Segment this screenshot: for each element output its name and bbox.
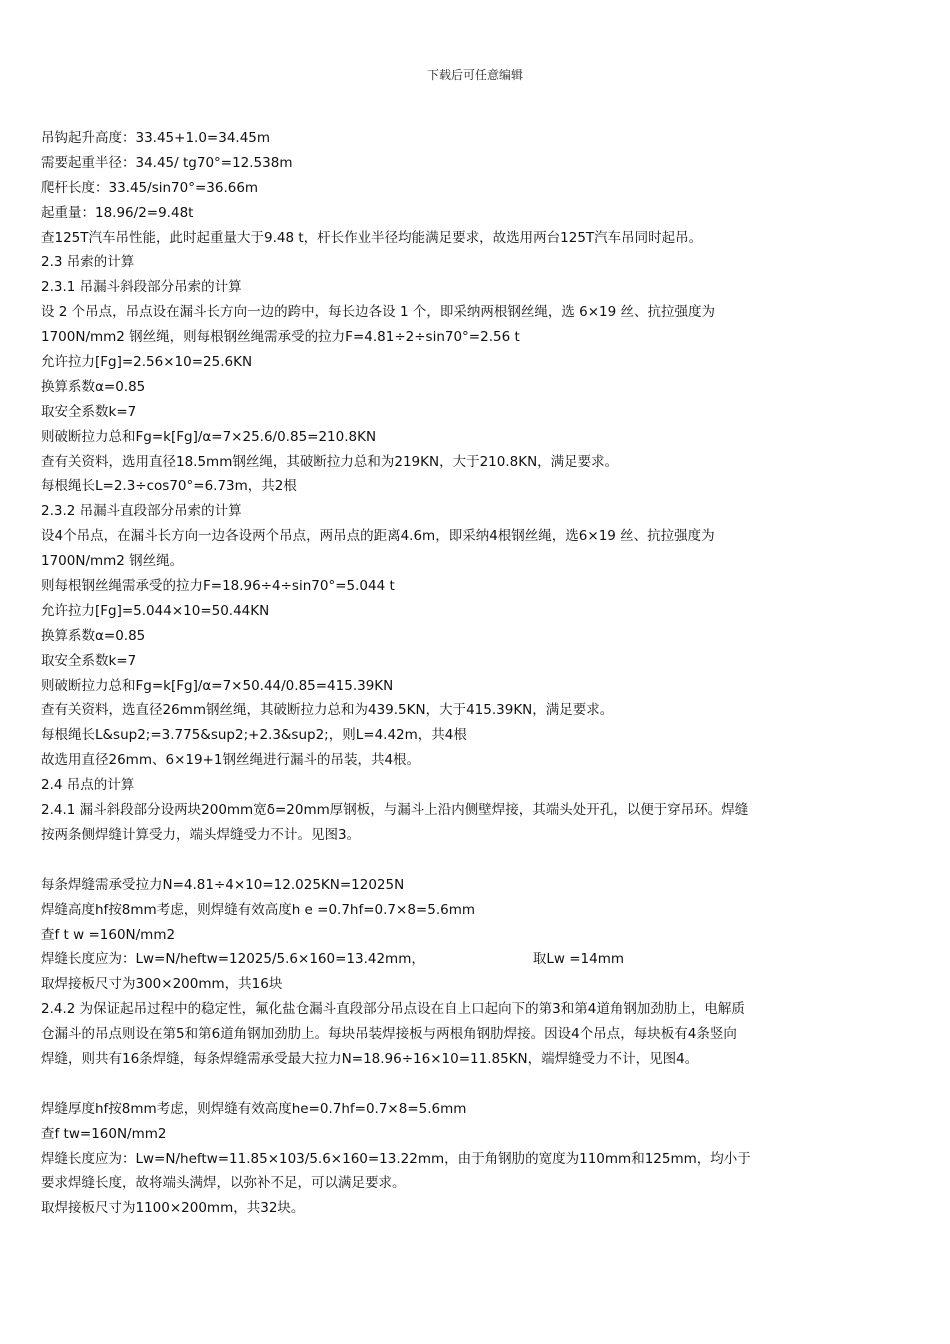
text-line: 则每根钢丝绳需承受的拉力F=18.96÷4÷sin70°=5.044 t: [41, 578, 395, 595]
text-block-2: [41, 972, 811, 1221]
text-line: 按两条侧焊缝计算受力，端头焊缝受力不计。见图3。: [41, 826, 361, 843]
text-line: 2.4.2 为保证起吊过程中的稳定性，氟化盐仓漏斗直段部分吊点设在自上口起向下的第3和第4道角钢加劲肋上，电解质: [41, 1001, 745, 1018]
document-body: [41, 126, 811, 1221]
text-line: 仓漏斗的吊点则设在第5和第6道角钢加劲肋上。每块吊装焊接板与两根角钢肋焊接。因设4个吊点，每块板有4条竖向: [41, 1026, 737, 1043]
text-line: 允许拉力[Fg]=5.044×10=50.44KN: [41, 602, 270, 619]
text-line: 起重量：18.96/2=9.48t: [41, 204, 194, 221]
text-line: 则破断拉力总和Fg=k[Fg]/α=7×25.6/0.85=210.8KN: [41, 428, 377, 445]
text-line: 查有关资料，选用直径18.5mm钢丝绳，其破断拉力总和为219KN，大于210.8KN，满足要求。: [41, 453, 619, 470]
text-line: 焊缝厚度hf按8mm考虑，则焊缝有效高度he=0.7hf=0.7×8=5.6mm: [41, 1100, 467, 1117]
text-line: 每根绳长L=2.3÷cos70°=6.73m，共2根: [41, 478, 297, 495]
text-line: 需要起重半径：34.45/ tg70°=12.538m: [41, 154, 293, 171]
text-line: 2.3.1 吊漏斗斜段部分吊索的计算: [41, 279, 242, 296]
text-line: 取安全系数k=7: [41, 403, 137, 420]
blank-line: [41, 1072, 811, 1097]
text-line: 查f tw=160N/mm2: [41, 1125, 167, 1142]
text-line: 每条焊缝需承受拉力N=4.81÷4×10=12.025KN=12025N: [41, 876, 405, 893]
text-line: 1700N/mm2 钢丝绳。: [41, 553, 184, 570]
text-line: 则破断拉力总和Fg=k[Fg]/α=7×50.44/0.85=415.39KN: [41, 677, 394, 694]
text-line: 查f t w =160N/mm2: [41, 926, 176, 943]
text-line: 2.4.1 漏斗斜段部分设两块200mm宽δ=20mm厚钢板，与漏斗上沿内侧壁焊接，其端头处开孔，以便于穿吊环。焊缝: [41, 802, 749, 819]
weld-length-left: 焊缝长度应为：Lw=N/heftw=12025/5.6×160=13.42mm，: [41, 951, 425, 968]
text-line: 2.4 吊点的计算: [41, 777, 135, 794]
text-line: 2.3.2 吊漏斗直段部分吊索的计算: [41, 503, 242, 520]
text-line: 焊缝长度应为：Lw=N/heftw=11.85×103/5.6×160=13.22mm，由于角钢肋的宽度为110mm和125mm，均小于: [41, 1150, 751, 1167]
text-line: 允许拉力[Fg]=2.56×10=25.6KN: [41, 354, 253, 371]
text-block-1: [41, 126, 811, 947]
text-line: 取焊接板尺寸为1100×200mm，共32块。: [41, 1200, 305, 1217]
text-line: 爬杆长度：33.45/sin70°=36.66m: [41, 179, 259, 196]
text-line: 查125T汽车吊性能，此时起重量大于9.48 t，杆长作业半径均能满足要求，故选用两台125T汽车吊同时起吊。: [41, 229, 703, 246]
text-line: 吊钩起升高度：33.45+1.0=34.45m: [41, 130, 271, 146]
text-line: 取安全系数k=7: [41, 652, 137, 669]
text-line: 故选用直径26mm、6×19+1钢丝绳进行漏斗的吊装，共4根。: [41, 752, 421, 769]
text-line: 设4个吊点，在漏斗长方向一边各设两个吊点，两吊点的距离4.6m，即采纳4根钢丝绳，选6×19 丝、抗拉强度为: [41, 528, 715, 545]
text-line: 焊缝高度hf按8mm考虑，则焊缝有效高度h e =0.7hf=0.7×8=5.6mm: [41, 901, 475, 918]
text-line: 换算系数α=0.85: [41, 627, 146, 644]
text-line: 设 2 个吊点，吊点设在漏斗长方向一边的跨中，每长边各设 1 个，即采纳两根钢丝绳，选 6×19 丝、抗拉强度为: [41, 304, 716, 321]
weld-length-line: [41, 947, 811, 972]
text-line: 取焊接板尺寸为300×200mm，共16块: [41, 976, 283, 993]
text-line: 要求焊缝长度，故将端头满焊，以弥补不足，可以满足要求。: [41, 1175, 406, 1192]
page-header: 下载后可任意编辑: [426, 68, 523, 82]
blank-line: [41, 848, 811, 873]
weld-length-right: 取Lw =14mm: [532, 951, 625, 968]
text-line: 2.3 吊索的计算: [41, 254, 135, 271]
text-line: 每根绳长L&sup2;=3.775&sup2;+2.3&sup2;，则L=4.42m，共4根: [41, 727, 467, 744]
text-line: 查有关资料，选直径26mm钢丝绳，其破断拉力总和为439.5KN，大于415.39KN，满足要求。: [41, 702, 614, 719]
text-line: 1700N/mm2 钢丝绳，则每根钢丝绳需承受的拉力F=4.81÷2÷sin70°=2.56 t: [41, 329, 520, 346]
text-line: 焊缝，则共有16条焊缝，每条焊缝需承受最大拉力N=18.96÷16×10=11.85KN，端焊缝受力不计，见图4。: [41, 1050, 699, 1067]
text-line: 换算系数α=0.85: [41, 378, 146, 395]
